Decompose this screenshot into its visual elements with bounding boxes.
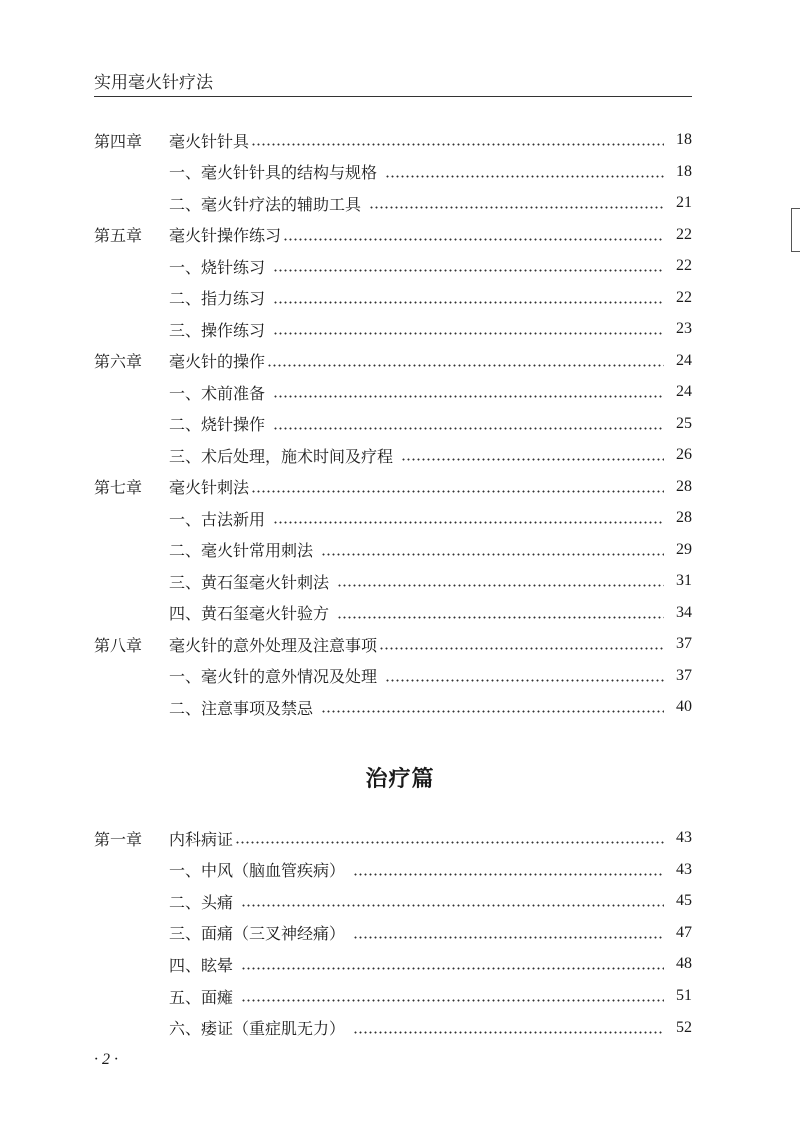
- toc-entry-title: 毫火针针具: [169, 131, 250, 151]
- toc-dot-leader: [273, 317, 664, 341]
- toc-section-entry[interactable]: [94, 601, 692, 625]
- toc-entry-title: 三、黄石玺毫火针刺法: [169, 572, 330, 592]
- toc-entry-lead: [94, 921, 345, 944]
- toc-entry-lead: [94, 412, 265, 435]
- toc-chapter-entry[interactable]: [94, 475, 692, 499]
- toc-entry-lead: [94, 1016, 345, 1039]
- toc-chapter-entry[interactable]: [94, 223, 692, 247]
- toc-dot-leader: [369, 191, 664, 215]
- toc-page-number: 24: [676, 383, 692, 400]
- toc-page-number: 18: [676, 162, 692, 180]
- toc-entry-title: 一、中风（脑血管疾病）: [169, 861, 346, 881]
- toc-entry-lead: [94, 318, 265, 341]
- toc-section-entry[interactable]: [94, 664, 692, 688]
- toc-entry-title: 一、术前准备: [169, 383, 266, 403]
- toc-dot-leader: [385, 664, 664, 688]
- toc-page-number: 22: [676, 225, 692, 243]
- toc-entry-lead: [94, 538, 313, 561]
- toc-page-number: 28: [676, 509, 692, 526]
- toc-entry-title: 三、操作练习: [169, 320, 266, 340]
- toc-section-entry[interactable]: [94, 380, 692, 404]
- toc-section-entry[interactable]: [94, 538, 692, 562]
- toc-entry-title: 二、指力练习: [169, 289, 266, 308]
- toc-section-entry[interactable]: [94, 254, 692, 278]
- toc-chapter-number: 第一章: [94, 829, 143, 849]
- toc-page-number: 51: [676, 987, 692, 1004]
- toc-page-number: 34: [676, 603, 692, 621]
- toc-section-entry[interactable]: [94, 160, 692, 184]
- toc-section-entry[interactable]: [94, 1016, 692, 1040]
- toc-entry-title: 内科病证: [169, 829, 234, 849]
- toc-page-number: 22: [676, 257, 692, 274]
- toc-page-number: 22: [676, 288, 692, 306]
- page-edge-tab: [791, 208, 800, 252]
- toc-chapter-entry[interactable]: [94, 632, 692, 656]
- toc-page-number: 37: [676, 635, 692, 652]
- toc-page-number: 29: [676, 540, 692, 558]
- toc-entry-title: 六、痿证（重症肌无力）: [169, 1019, 346, 1039]
- toc-dot-leader: [241, 984, 664, 1008]
- toc-page-number: 45: [676, 892, 692, 910]
- toc-page-number: 40: [676, 698, 692, 715]
- toc-chapter-number: 第八章: [94, 635, 143, 655]
- toc-dot-leader: [321, 538, 664, 562]
- toc-entry-lead: [94, 349, 265, 372]
- toc-entry-title: 四、黄石玺毫火针验方: [169, 604, 330, 623]
- toc-entry-lead: [94, 507, 265, 530]
- toc-entry-lead: [94, 444, 393, 467]
- toc-chapter-entry[interactable]: [94, 128, 692, 152]
- toc-entry-lead: [94, 255, 265, 278]
- toc-entry-lead: [94, 633, 377, 656]
- toc-section-entry[interactable]: [94, 317, 692, 341]
- toc-entry-title: 二、烧针操作: [169, 415, 266, 434]
- toc-entry-lead: [94, 890, 233, 913]
- toc-entry-title: 二、毫火针常用刺法: [169, 541, 314, 560]
- toc-section-entry[interactable]: [94, 952, 692, 976]
- toc-section-entry[interactable]: [94, 695, 692, 719]
- toc-entry-lead: [94, 475, 249, 498]
- toc-dot-leader: [401, 443, 664, 467]
- toc-dot-leader: [251, 475, 664, 499]
- toc-page-number: 28: [676, 477, 692, 495]
- toc-chapter-entry[interactable]: [94, 349, 692, 373]
- toc-dot-leader: [251, 128, 664, 152]
- toc-entry-lead: [94, 223, 281, 246]
- toc-page-number: 52: [676, 1018, 692, 1036]
- toc-page-number: 21: [676, 194, 692, 211]
- toc-section-entry[interactable]: [94, 889, 692, 913]
- page-number: · 2 ·: [94, 1051, 118, 1068]
- toc-entry-lead: [94, 160, 377, 183]
- toc-entry-title: 一、毫火针针具的结构与规格: [169, 163, 378, 182]
- toc-dot-leader: [321, 695, 664, 719]
- toc-section-entry[interactable]: [94, 191, 692, 215]
- toc-section-entry[interactable]: [94, 858, 692, 882]
- toc-entry-title: 毫火针操作练习: [169, 226, 282, 245]
- toc-dot-leader: [273, 412, 664, 436]
- toc-dot-leader: [273, 506, 664, 530]
- toc-page-number: 37: [676, 666, 692, 684]
- running-header-title: 实用毫火针疗法: [94, 73, 213, 93]
- toc-dot-leader: [273, 380, 664, 404]
- running-header: [94, 68, 692, 97]
- toc-entry-title: 三、术后处理，施术时间及疗程: [169, 446, 394, 466]
- toc-entry-title: 一、毫火针的意外情况及处理: [169, 667, 378, 686]
- toc-entry-title: 三、面痛（三叉神经痛）: [169, 924, 346, 944]
- toc-section-entry[interactable]: [94, 921, 692, 945]
- toc-page-number: 25: [676, 414, 692, 432]
- toc-entry-lead: [94, 129, 249, 152]
- toc-entry-lead: [94, 570, 329, 593]
- toc-entry-title: 一、古法新用: [169, 509, 266, 529]
- toc-page-number: 31: [676, 572, 692, 589]
- toc-page-number: 43: [676, 860, 692, 878]
- toc-dot-leader: [385, 160, 664, 184]
- section-title: 治疗篇: [365, 766, 435, 792]
- toc-page-number: 24: [676, 351, 692, 369]
- toc-entry-title: 毫火针的意外处理及注意事项: [169, 635, 378, 655]
- toc-entry-lead: [94, 286, 265, 309]
- toc-dot-leader: [273, 254, 664, 278]
- toc-dot-leader: [241, 889, 664, 913]
- toc-entry-lead: [94, 985, 233, 1008]
- toc-entry-title: 毫火针的操作: [169, 352, 266, 371]
- toc-dot-leader: [337, 601, 664, 625]
- toc-dot-leader: [379, 632, 664, 656]
- toc-entry-lead: [94, 953, 233, 976]
- toc-entry-title: 一、烧针练习: [169, 257, 266, 277]
- toc-dot-leader: [353, 858, 664, 882]
- toc-chapter-number: 第五章: [94, 226, 143, 245]
- toc-entry-lead: [94, 858, 345, 881]
- toc-dot-leader: [235, 826, 664, 850]
- toc-dot-leader: [267, 349, 664, 373]
- toc-dot-leader: [283, 223, 664, 247]
- toc-dot-leader: [353, 921, 664, 945]
- toc-entry-lead: [94, 696, 313, 719]
- toc-chapter-number: 第七章: [94, 478, 143, 497]
- toc-page-number: 26: [676, 446, 692, 463]
- toc-chapter-entry[interactable]: [94, 826, 692, 850]
- toc-page-number: 47: [676, 923, 692, 941]
- toc-entry-title: 四、眩晕: [169, 955, 234, 975]
- toc-dot-leader: [241, 952, 664, 976]
- toc-page-number: 48: [676, 955, 692, 973]
- toc-page-number: 23: [676, 320, 692, 337]
- toc-chapter-number: 第六章: [94, 352, 143, 371]
- toc-dot-leader: [273, 286, 664, 310]
- toc-section-entry[interactable]: [94, 506, 692, 530]
- toc-dot-leader: [337, 569, 664, 593]
- toc-entry-title: 二、注意事项及禁忌: [169, 698, 314, 718]
- toc-entry-lead: [94, 827, 233, 850]
- toc-entry-title: 毫火针刺法: [169, 478, 250, 497]
- toc-entry-lead: [94, 601, 329, 624]
- toc-section-entry[interactable]: [94, 412, 692, 436]
- toc-entry-lead: [94, 192, 361, 215]
- toc-entry-lead: [94, 664, 377, 687]
- toc-entry-title: 五、面瘫: [169, 987, 234, 1007]
- toc-chapter-number: 第四章: [94, 131, 143, 151]
- toc-section-entry[interactable]: [94, 443, 692, 467]
- toc-page-number: 18: [676, 131, 692, 148]
- toc-page-number: 43: [676, 829, 692, 846]
- toc-dot-leader: [353, 1016, 664, 1040]
- toc-section-entry[interactable]: [94, 984, 692, 1008]
- toc-entry-title: 二、头痛: [169, 892, 234, 912]
- toc-section-entry[interactable]: [94, 569, 692, 593]
- toc-entry-title: 二、毫火针疗法的辅助工具: [169, 194, 362, 214]
- toc-section-entry[interactable]: [94, 286, 692, 310]
- toc-entry-lead: [94, 381, 265, 404]
